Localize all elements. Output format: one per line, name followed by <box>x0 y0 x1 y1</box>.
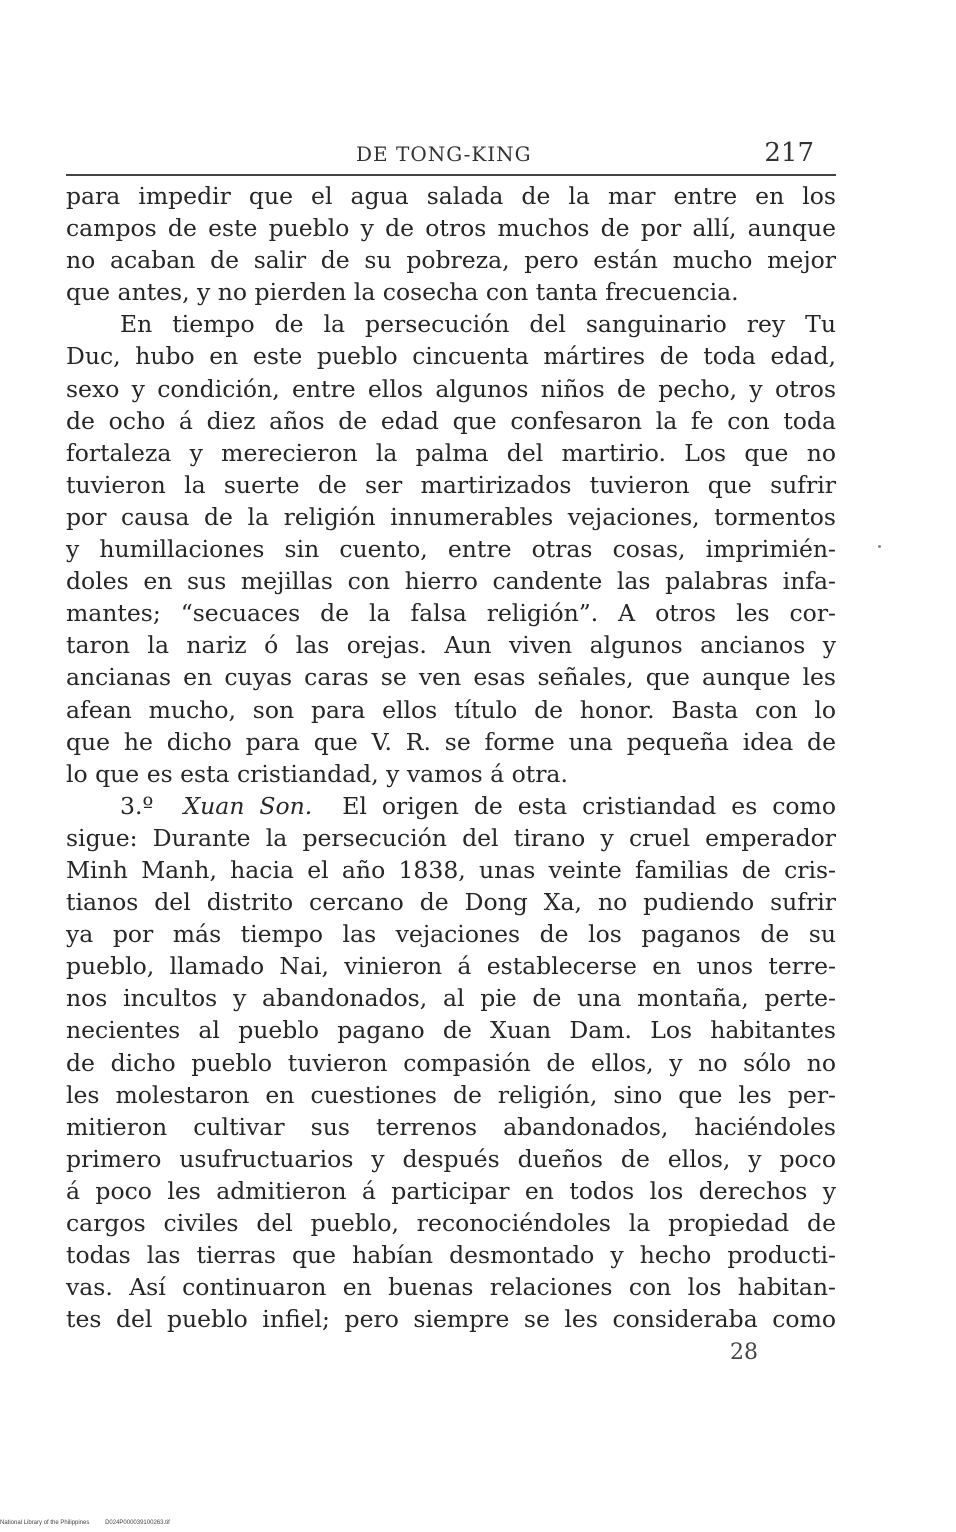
page-number: 217 <box>764 138 814 168</box>
text-line: cargos civiles del pueblo, reconociéndoles la propiedad de <box>66 1209 836 1237</box>
running-title: DE TONG-KING <box>356 142 532 166</box>
paper-speck <box>878 545 881 548</box>
text-line: que he dicho para que V. R. se forme una pequeña idea de <box>66 727 836 756</box>
text-line: afean mucho, son para ellos título de honor. Basta con lo <box>66 695 836 724</box>
paragraph-1 <box>66 180 836 308</box>
text-line: por causa de la religión innumerables vejaciones, tormentos <box>66 502 836 531</box>
text-line: primero usufructuarios y después dueños de ellos, y poco <box>66 1144 836 1173</box>
section-number: 3.º <box>120 791 154 820</box>
text-line: En tiempo de la persecución del sanguinario rey Tu <box>120 310 836 339</box>
text-line: vas. Así continuaron en buenas relaciones con los habitan- <box>66 1273 836 1302</box>
text-line: no acaban de salir de su pobreza, pero están mucho mejor <box>66 246 836 275</box>
body-text <box>66 180 836 1335</box>
section-lead-text: El origen de esta cristiandad es como <box>342 791 836 820</box>
text-line: á poco les admitieron á participar en todos los derechos y <box>66 1176 836 1205</box>
text-line: doles en sus mejillas con hierro candente las palabras infa- <box>66 567 836 596</box>
text-line: de ocho á diez años de edad que confesaron la fe con toda <box>66 406 836 435</box>
text-line: Minh Manh, hacia el año 1838, unas veinte familias de cris- <box>66 855 836 884</box>
text-line: lo que es esta cristiandad, y vamos á otra. <box>66 759 568 788</box>
section-title: Xuan Son. <box>183 791 313 820</box>
paragraph-3 <box>66 790 836 1336</box>
text-line: campos de este pueblo y de otros muchos de por allí, aunque <box>66 214 836 243</box>
text-line: ya por más tiempo las vejaciones de los paganos de su <box>66 920 836 949</box>
text-line: taron la nariz ó las orejas. Aun viven algunos ancianos y <box>66 631 836 660</box>
section-heading-line <box>66 790 836 822</box>
text-line: fortaleza y merecieron la palma del martirio. Los que no <box>66 438 836 467</box>
text-line: pueblo, llamado Nai, vinieron á establecerse en unos terre- <box>66 952 836 981</box>
text-line: ancianas en cuyas caras se ven esas señales, que aunque les <box>66 663 836 692</box>
text-line: sigue: Durante la persecución del tirano y cruel emperador <box>66 823 836 852</box>
text-line: mitieron cultivar sus terrenos abandonados, haciéndoles <box>66 1112 836 1141</box>
text-line: sexo y condición, entre ellos algunos niños de pecho, y otros <box>66 374 836 403</box>
paragraph-2 <box>66 308 836 789</box>
page-header <box>66 140 836 176</box>
text-line: de dicho pueblo tuvieron compasión de ellos, y no sólo no <box>66 1048 836 1077</box>
text-line: todas las tierras que habían desmontado y hecho producti- <box>66 1241 836 1270</box>
text-line: y humillaciones sin cuento, entre otras cosas, imprimién- <box>66 535 836 564</box>
text-line: tes del pueblo infiel; pero siempre se les consideraba como <box>66 1305 836 1334</box>
text-line: les molestaron en cuestiones de religión, sino que les per- <box>66 1080 836 1109</box>
text-line: Duc, hubo en este pueblo cincuenta mártires de toda edad, <box>66 342 836 371</box>
scan-footer <box>0 1520 184 1526</box>
text-line: para impedir que el agua salada de la mar entre en los <box>66 182 836 210</box>
text-line: mantes; “secuaces de la falsa religión”. A otros les cor- <box>66 599 836 628</box>
footer-institution: National Library of the Philippines <box>0 1520 90 1526</box>
signature-mark: 28 <box>730 1340 758 1365</box>
text-line: tianos del distrito cercano de Dong Xa, no pudiendo sufrir <box>66 888 836 917</box>
text-line: necientes al pueblo pagano de Xuan Dam. Los habitantes <box>66 1016 836 1045</box>
footer-code: D024P000039100263.tif <box>105 1520 170 1526</box>
text-line: nos incultos y abandonados, al pie de una montaña, perte- <box>66 984 836 1013</box>
text-line: tuvieron la suerte de ser martirizados tuvieron que sufrir <box>66 470 836 499</box>
text-line: que antes, y no pierden la cosecha con tanta frecuencia. <box>66 278 739 307</box>
